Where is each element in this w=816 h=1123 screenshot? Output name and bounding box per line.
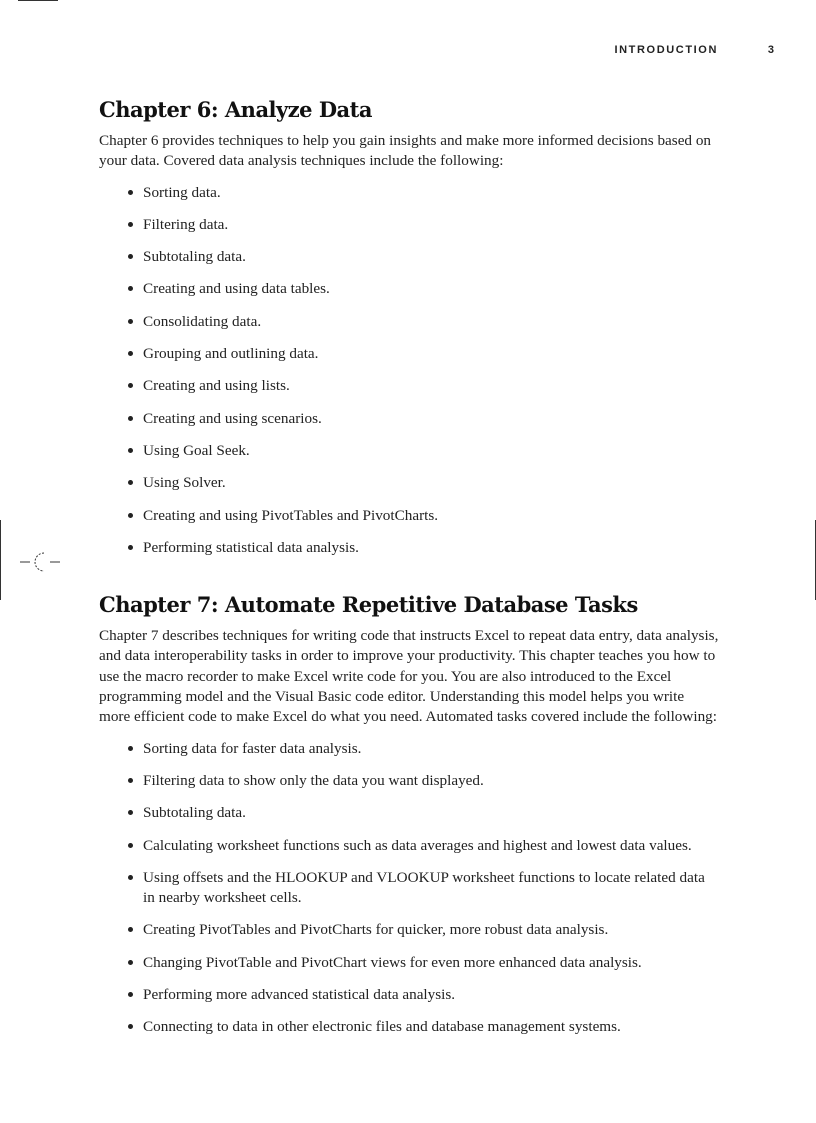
- bullet-icon: [128, 545, 133, 550]
- list-item-text: Performing statistical data analysis.: [143, 538, 359, 556]
- bullet-icon: [128, 778, 133, 783]
- list-item: [99, 506, 719, 526]
- list-item: [99, 376, 719, 396]
- list-item: [99, 247, 719, 267]
- list-item: [99, 1017, 719, 1037]
- list-item-text: Using Solver.: [143, 474, 226, 492]
- list-item: [99, 920, 719, 940]
- bullet-icon: [128, 843, 133, 848]
- bullet-icon: [128, 992, 133, 997]
- list-item: [99, 868, 719, 909]
- list-item-text: Subtotaling data.: [143, 804, 246, 822]
- list-item: [99, 836, 719, 856]
- list-item: [99, 409, 719, 429]
- list-item-text: Consolidating data.: [143, 312, 262, 330]
- bullet-icon: [128, 319, 133, 324]
- chapter-7-intro: Chapter 7 describes techniques for writing code that instructs Excel to repeat data entry, data analysis, and data interoperability tasks in order to improve your productivity. This chapter teaches you how to use the macro recorder to make Excel write code for you. You are also introduced to the Excel programming model and the Visual Basic code editor. Understanding this model helps you write more efficient code to make Excel do what you need. Automated tasks covered include the following:: [99, 627, 719, 726]
- list-item-text: Connecting to data in other electronic files and database management systems.: [143, 1018, 621, 1036]
- running-header: [614, 44, 774, 56]
- list-item-text: Grouping and outlining data.: [143, 345, 319, 363]
- crop-mark-top: [18, 0, 58, 1]
- bullet-icon: [128, 416, 133, 421]
- list-item: [99, 312, 719, 332]
- page-content: [99, 97, 719, 1038]
- chapter-6-intro: Chapter 6 provides techniques to help you gain insights and make more informed decisions based on your data. Covered data analysis techniques include the following:: [99, 132, 712, 170]
- list-item: [99, 441, 719, 461]
- bullet-icon: [128, 254, 133, 259]
- running-title: INTRODUCTION: [614, 44, 718, 56]
- list-item: [99, 953, 719, 973]
- list-item-text: Creating and using lists.: [143, 377, 290, 395]
- list-item-text: Performing more advanced statistical data analysis.: [143, 986, 456, 1004]
- list-item: [99, 183, 719, 203]
- list-item-text: Sorting data.: [143, 183, 221, 201]
- list-item: [99, 771, 719, 791]
- bullet-icon: [128, 960, 133, 965]
- bullet-icon: [128, 875, 133, 880]
- list-item: [99, 473, 719, 493]
- bullet-icon: [128, 927, 133, 932]
- bullet-icon: [128, 190, 133, 195]
- chapter-7-heading: Chapter 7: Automate Repetitive Database Tasks: [99, 592, 638, 618]
- bullet-icon: [128, 1024, 133, 1029]
- chapter-7-bullet-list: [99, 739, 719, 1038]
- list-item: [99, 344, 719, 364]
- list-item-text: Creating and using PivotTables and PivotCharts.: [143, 506, 439, 524]
- list-item: [99, 985, 719, 1005]
- list-item-text: Using offsets and the HLOOKUP and VLOOKUP worksheet functions to locate related data in nearby worksheet cells.: [143, 868, 705, 907]
- list-item-text: Calculating worksheet functions such as data averages and highest and lowest data values.: [143, 836, 692, 854]
- list-item: [99, 215, 719, 235]
- chapter-6-section: [99, 97, 719, 558]
- list-item-text: Creating and using scenarios.: [143, 409, 322, 427]
- bullet-icon: [128, 746, 133, 751]
- bullet-icon: [128, 351, 133, 356]
- list-item-text: Filtering data.: [143, 215, 229, 233]
- list-item-text: Filtering data to show only the data you want displayed.: [143, 771, 484, 789]
- bullet-icon: [128, 513, 133, 518]
- chapter-7-section: [99, 592, 719, 1037]
- list-item: [99, 279, 719, 299]
- crop-mark-left: [0, 520, 1, 600]
- bullet-icon: [128, 286, 133, 291]
- list-item: [99, 538, 719, 558]
- registration-mark-icon: [20, 550, 60, 574]
- bullet-icon: [128, 810, 133, 815]
- page-number: 3: [767, 44, 774, 56]
- bullet-icon: [128, 222, 133, 227]
- list-item-text: Creating and using data tables.: [143, 280, 330, 298]
- list-item: [99, 803, 719, 823]
- list-item-text: Creating PivotTables and PivotCharts for quicker, more robust data analysis.: [143, 921, 609, 939]
- chapter-6-bullet-list: [99, 183, 719, 559]
- bullet-icon: [128, 383, 133, 388]
- bullet-icon: [128, 448, 133, 453]
- list-item: [99, 739, 719, 759]
- list-item-text: Subtotaling data.: [143, 248, 246, 266]
- list-item-text: Sorting data for faster data analysis.: [143, 739, 362, 757]
- list-item-text: Changing PivotTable and PivotChart views for even more enhanced data analysis.: [143, 953, 642, 971]
- bullet-icon: [128, 480, 133, 485]
- list-item-text: Using Goal Seek.: [143, 441, 250, 459]
- chapter-6-heading: Chapter 6: Analyze Data: [99, 97, 372, 122]
